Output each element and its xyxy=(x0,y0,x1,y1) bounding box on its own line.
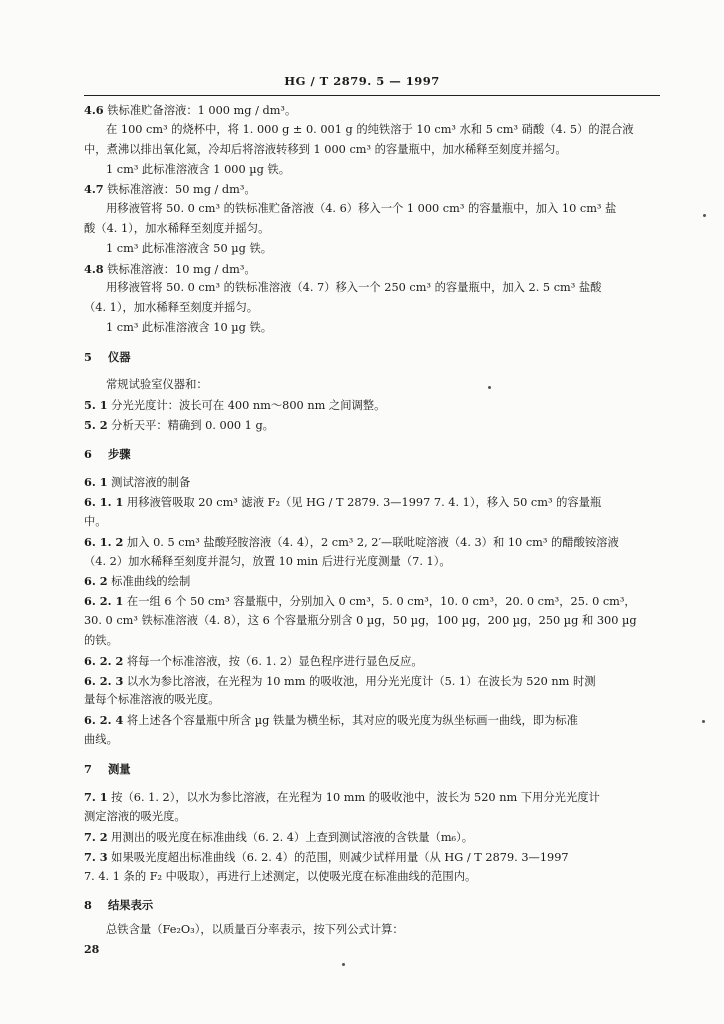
clause-4-7: 4.7 铁标准溶液：50 mg / dm³。 xyxy=(84,182,256,196)
paragraph-line: （4. 2）加水稀释至刻度并混匀，放置 10 min 后进行光度测量（7. 1）。 xyxy=(84,555,451,568)
paragraph-line: 酸（4. 1），加水稀释至刻度并摇匀。 xyxy=(84,222,270,235)
header-rule xyxy=(84,95,660,96)
paragraph-line: 1 cm³ 此标准溶液含 50 µg 铁。 xyxy=(106,242,273,255)
paragraph-line: 用移液管将 50. 0 cm³ 的铁标准溶液（4. 7）移入一个 250 cm³ 的容量瓶中，加入 2. 5 cm³ 盐酸 xyxy=(106,281,602,294)
paragraph-line: 中，煮沸以排出氧化氮，冷却后将溶液转移到 1 000 cm³ 的容量瓶中，加水稀释至刻度并摇匀。 xyxy=(84,143,567,156)
paragraph-line: 总铁含量（Fe₂O₃），以质量百分率表示，按下列公式计算： xyxy=(106,923,404,936)
page-number: 28 xyxy=(84,943,100,956)
paragraph-line: 30. 0 cm³ 铁标准溶液（4. 8），这 6 个容量瓶分别含 0 µg，50 µg，100 µg，200 µg，250 µg 和 300 µg xyxy=(84,614,637,627)
page-header: HG / T 2879. 5 — 1997 xyxy=(284,74,440,88)
clause-6-1-1: 6. 1. 1 用移液管吸取 20 cm³ 滤液 F₂（见 HG / T 2879. 3—1997 7. 4. 1），移入 50 cm³ 的容量瓶 xyxy=(84,495,602,509)
scan-speck xyxy=(342,963,345,966)
clause-7-1: 7. 1 按（6. 1. 2），以水为参比溶液，在光程为 10 mm 的吸收池中，波长为 520 nm 下用分光光度计 xyxy=(84,790,600,804)
paragraph-line: 1 cm³ 此标准溶液含 1 000 µg 铁。 xyxy=(106,163,290,176)
clause-6-1-2: 6. 1. 2 加入 0. 5 cm³ 盐酸羟胺溶液（4. 4），2 cm³ 2, 2′—联吡啶溶液（4. 3）和 10 cm³ 的醋酸铵溶液 xyxy=(84,535,619,549)
clause-5-1: 5. 1 分光光度计：波长可在 400 nm～800 nm 之间调整。 xyxy=(84,398,386,412)
paragraph-line: 中。 xyxy=(84,515,107,528)
paragraph-line: 7. 4. 1 条的 F₂ 中吸取），再进行上述测定，以使吸光度在标准曲线的范围内。 xyxy=(84,870,477,883)
paragraph-line: （4. 1），加水稀释至刻度并摇匀。 xyxy=(84,301,259,314)
paragraph-line: 在 100 cm³ 的烧杯中，将 1. 000 g ± 0. 001 g 的纯铁溶于 10 cm³ 水和 5 cm³ 硝酸（4. 5）的混合液 xyxy=(106,123,634,136)
paragraph-line: 量每个标准溶液的吸光度。 xyxy=(84,693,220,706)
clause-6-2-2: 6. 2. 2 将每一个标准溶液，按（6. 1. 2）显色程序进行显色反应。 xyxy=(84,654,423,668)
paragraph-line: 曲线。 xyxy=(84,733,118,746)
clause-7-3: 7. 3 如果吸光度超出标准曲线（6. 2. 4）的范围，则减少试样用量（从 HG / T 2879. 3—1997 xyxy=(84,850,569,864)
clause-6-2-1: 6. 2. 1 在一组 6 个 50 cm³ 容量瓶中，分别加入 0 cm³，5. 0 cm³，10. 0 cm³，20. 0 cm³，25. 0 cm³， xyxy=(84,594,636,608)
clause-6-2-3: 6. 2. 3 以水为参比溶液，在光程为 10 mm 的吸收池，用分光光度计（5. 1）在波长为 520 nm 时测 xyxy=(84,674,596,688)
clause-4-8: 4.8 铁标准溶液：10 mg / dm³。 xyxy=(84,262,256,276)
paragraph-line: 常规试验室仪器和： xyxy=(106,378,208,391)
clause-7-2: 7. 2 用测出的吸光度在标准曲线（6. 2. 4）上查到测试溶液的含铁量（m₆）。 xyxy=(84,830,474,844)
clause-6-1: 6. 1 测试溶液的制备 xyxy=(84,475,191,489)
paragraph-line: 用移液管将 50. 0 cm³ 的铁标准贮备溶液（4. 6）移入一个 1 000 cm³ 的容量瓶中，加入 10 cm³ 盐 xyxy=(106,202,617,215)
paragraph-line: 的铁。 xyxy=(84,634,118,647)
section-heading-6: 6 步骤 xyxy=(84,447,131,461)
scan-speck xyxy=(702,720,705,723)
clause-5-2: 5. 2 分析天平：精确到 0. 000 1 g。 xyxy=(84,418,274,432)
paragraph-line: 测定溶液的吸光度。 xyxy=(84,810,186,823)
clause-6-2: 6. 2 标准曲线的绘制 xyxy=(84,574,191,588)
section-heading-7: 7 测量 xyxy=(84,762,131,776)
section-heading-8: 8 结果表示 xyxy=(84,898,154,912)
paragraph-line: 1 cm³ 此标准溶液含 10 µg 铁。 xyxy=(106,321,273,334)
scan-speck xyxy=(703,214,706,217)
clause-4-6: 4.6 铁标准贮备溶液：1 000 mg / dm³。 xyxy=(84,103,297,117)
section-heading-5: 5 仪器 xyxy=(84,350,131,364)
clause-6-2-4: 6. 2. 4 将上述各个容量瓶中所含 µg 铁量为横坐标，其对应的吸光度为纵坐标画一曲线，即为标准 xyxy=(84,713,578,727)
scan-speck xyxy=(488,386,491,389)
